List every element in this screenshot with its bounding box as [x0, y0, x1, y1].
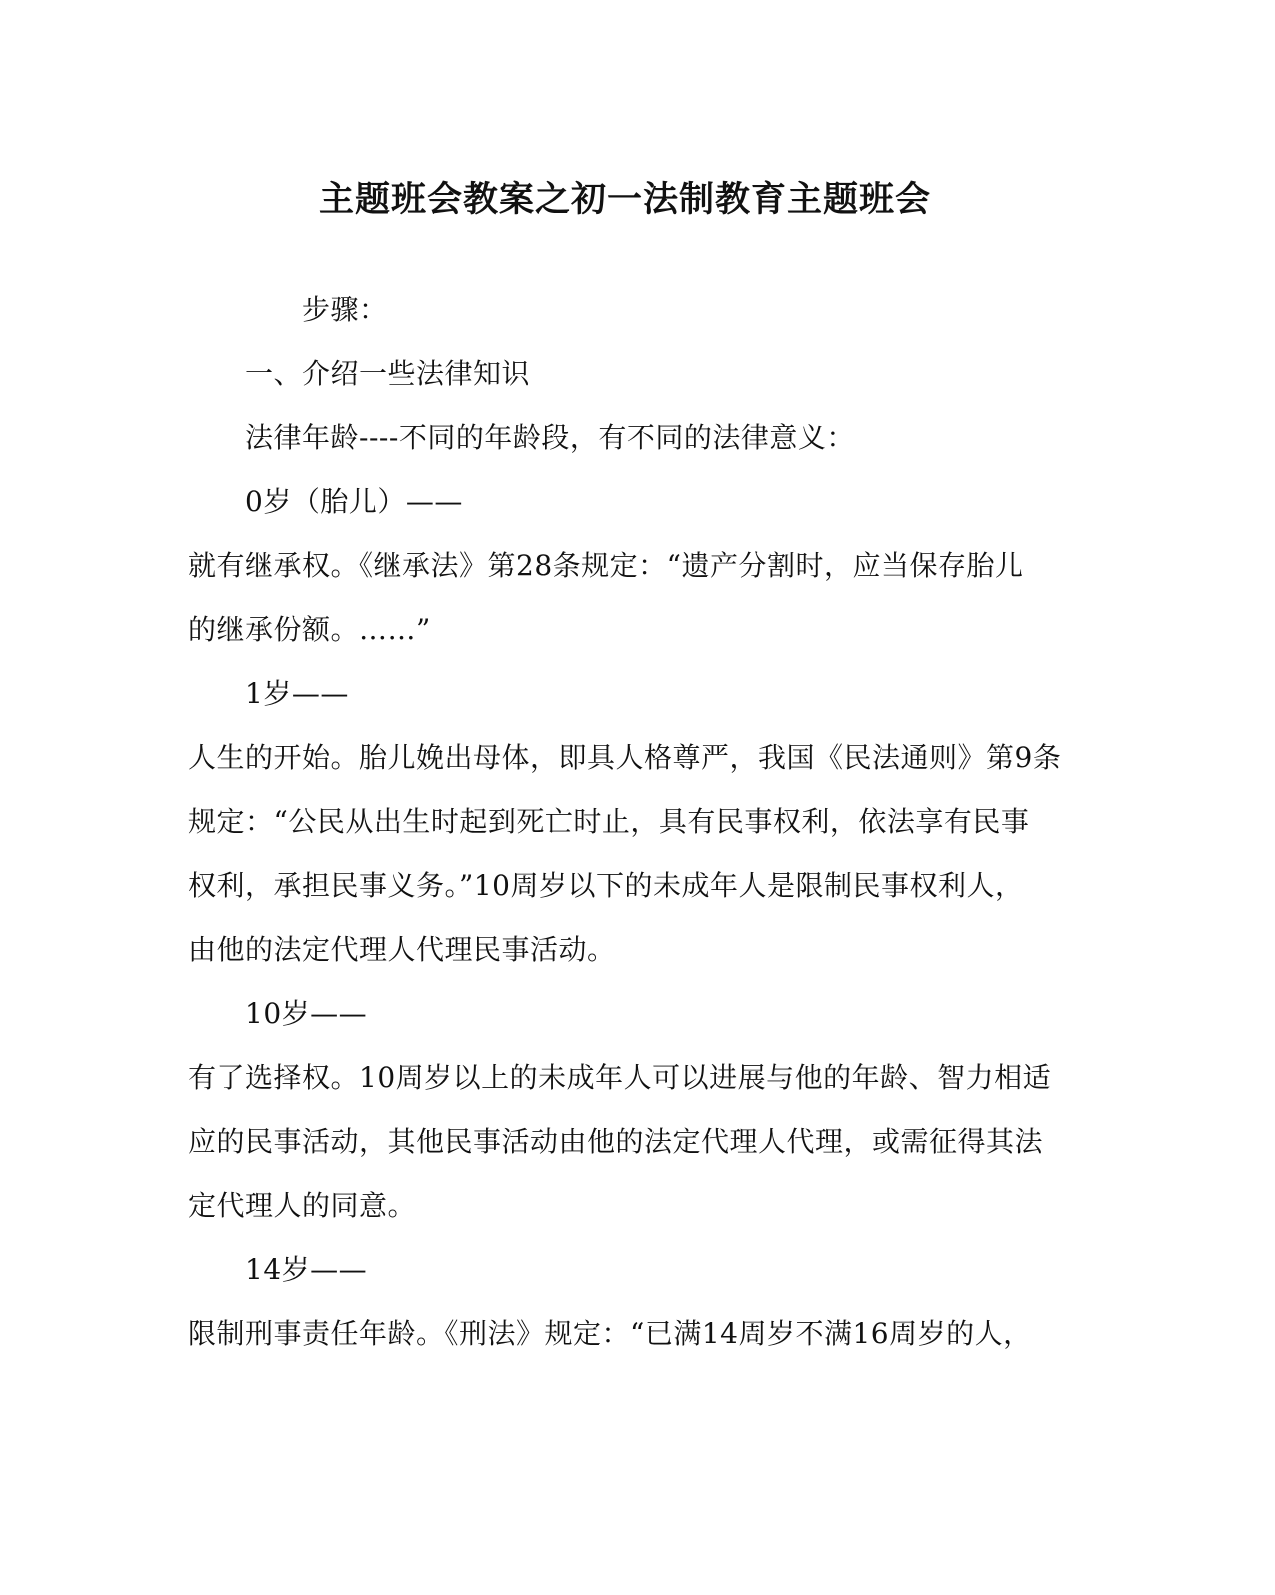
paragraph-line: 14岁—— [245, 1253, 368, 1286]
paragraph-line: 规定：“公民从出生时起到死亡时止，具有民事权利，依法享有民事 [188, 805, 1030, 838]
paragraph-line: 就有继承权。《继承法》第28条规定：“遗产分割时，应当保存胎儿 [188, 549, 1024, 582]
paragraph-line: 10岁—— [245, 997, 368, 1030]
paragraph-line: 由他的法定代理人代理民事活动。 [188, 933, 616, 966]
paragraph-line: 的继承份额。……” [188, 613, 431, 646]
document-title: 主题班会教案之初一法制教育主题班会 [318, 179, 931, 220]
paragraph-line: 法律年龄----不同的年龄段，有不同的法律意义： [245, 421, 855, 454]
paragraph-line: 权利，承担民事义务。”10周岁以下的未成年人是限制民事权利人， [188, 869, 1024, 902]
paragraph-line: 应的民事活动，其他民事活动由他的法定代理人代理，或需征得其法 [188, 1125, 1044, 1158]
paragraph-line: 步骤： [302, 293, 388, 326]
paragraph-line: 定代理人的同意。 [188, 1189, 417, 1222]
paragraph-line: 1岁—— [245, 677, 349, 710]
paragraph-line: 0岁（胎儿）—— [245, 485, 463, 518]
paragraph-line: 一、介绍一些法律知识 [245, 357, 531, 390]
paragraph-line: 人生的开始。胎儿娩出母体，即具人格尊严，我国《民法通则》第9条 [188, 741, 1062, 774]
paragraph-line: 限制刑事责任年龄。《刑法》规定：“已满14周岁不满16周岁的人， [188, 1317, 1032, 1350]
paragraph-line: 有了选择权。10周岁以上的未成年人可以进展与他的年龄、智力相适 [188, 1061, 1052, 1094]
